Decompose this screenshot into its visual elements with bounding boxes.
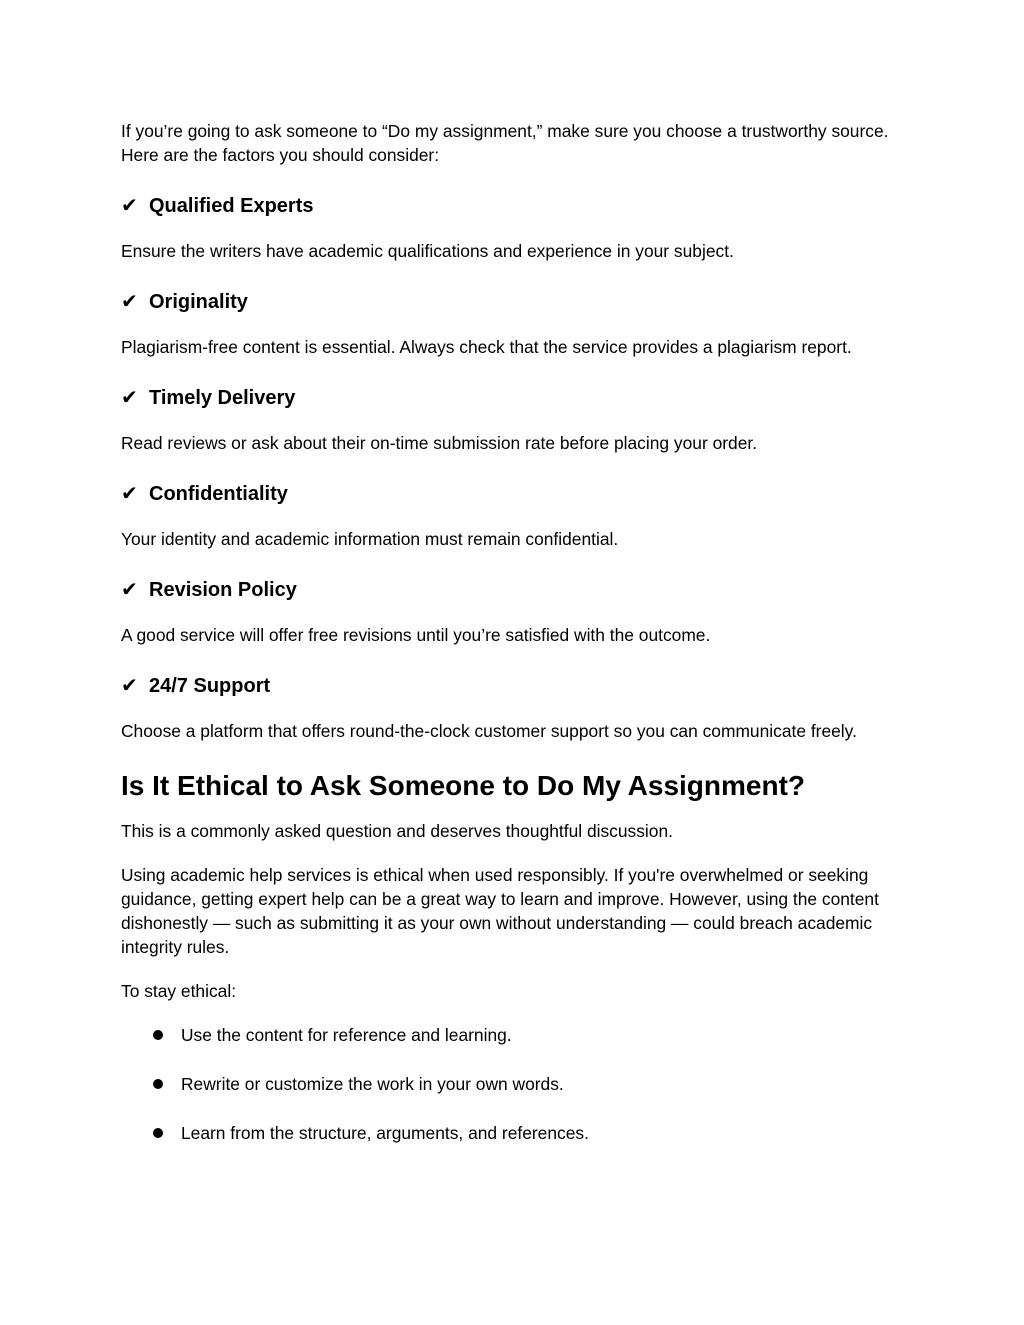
document-page bbox=[121, 119, 911, 1170]
criterion-originality bbox=[121, 289, 911, 359]
ethics-list bbox=[121, 1023, 911, 1145]
criterion-text: Choose a platform that offers round-the-clock customer support so you can communicate freely. bbox=[121, 721, 857, 741]
checkmark-icon: ✔ bbox=[121, 387, 138, 409]
criterion-heading bbox=[121, 193, 911, 219]
criterion-text: Your identity and academic information must remain confidential. bbox=[121, 529, 619, 549]
ethics-paragraph-1: This is a commonly asked question and deserves thoughtful discussion. bbox=[121, 821, 673, 841]
list-item bbox=[121, 1121, 911, 1145]
list-item-text: Use the content for reference and learning. bbox=[181, 1025, 512, 1045]
checkmark-icon: ✔ bbox=[121, 483, 138, 505]
checkmark-icon: ✔ bbox=[121, 579, 138, 601]
list-item-text: Rewrite or customize the work in your own words. bbox=[181, 1074, 564, 1094]
checkmark-icon: ✔ bbox=[121, 291, 138, 313]
criterion-heading bbox=[121, 385, 911, 411]
list-item bbox=[121, 1072, 911, 1096]
ethics-paragraph-2: Using academic help services is ethical when used responsibly. If you're overwhelmed or seeking guidance, getting expert help can be a great way to learn and improve. However, using the content dishonestly — such as submitting it as your own without understanding — could breach academic integrity rules. bbox=[121, 865, 879, 957]
criterion-text: Plagiarism-free content is essential. Always check that the service provides a plagiarism report. bbox=[121, 337, 852, 357]
criterion-title: 24/7 Support bbox=[149, 675, 271, 697]
criterion-heading bbox=[121, 673, 911, 699]
bullet-icon bbox=[153, 1128, 163, 1138]
checkmark-icon: ✔ bbox=[121, 675, 138, 697]
criterion-text: Read reviews or ask about their on-time submission rate before placing your order. bbox=[121, 433, 758, 453]
criterion-revision-policy bbox=[121, 577, 911, 647]
criterion-title: Confidentiality bbox=[149, 483, 288, 505]
criterion-title: Originality bbox=[149, 291, 248, 313]
ethics-paragraph-3: To stay ethical: bbox=[121, 981, 237, 1001]
criterion-qualified-experts bbox=[121, 193, 911, 263]
criterion-support bbox=[121, 673, 911, 743]
criterion-timely-delivery bbox=[121, 385, 911, 455]
criterion-heading bbox=[121, 289, 911, 315]
list-item-text: Learn from the structure, arguments, and references. bbox=[181, 1123, 589, 1143]
bullet-icon bbox=[153, 1030, 163, 1040]
bullet-icon bbox=[153, 1079, 163, 1089]
criterion-text: A good service will offer free revisions until you’re satisfied with the outcome. bbox=[121, 625, 711, 645]
section-title: Is It Ethical to Ask Someone to Do My Assignment? bbox=[121, 770, 806, 801]
list-item bbox=[121, 1023, 911, 1047]
criterion-title: Revision Policy bbox=[149, 579, 297, 601]
checkmark-icon: ✔ bbox=[121, 195, 138, 217]
criterion-heading bbox=[121, 577, 911, 603]
criterion-text: Ensure the writers have academic qualifications and experience in your subject. bbox=[121, 241, 734, 261]
criterion-title: Timely Delivery bbox=[149, 387, 296, 409]
criterion-confidentiality bbox=[121, 481, 911, 551]
criterion-heading bbox=[121, 481, 911, 507]
criterion-title: Qualified Experts bbox=[149, 195, 314, 217]
intro-paragraph: If you’re going to ask someone to “Do my assignment,” make sure you choose a trustworthy source. Here are the factors you should consider: bbox=[121, 121, 889, 165]
